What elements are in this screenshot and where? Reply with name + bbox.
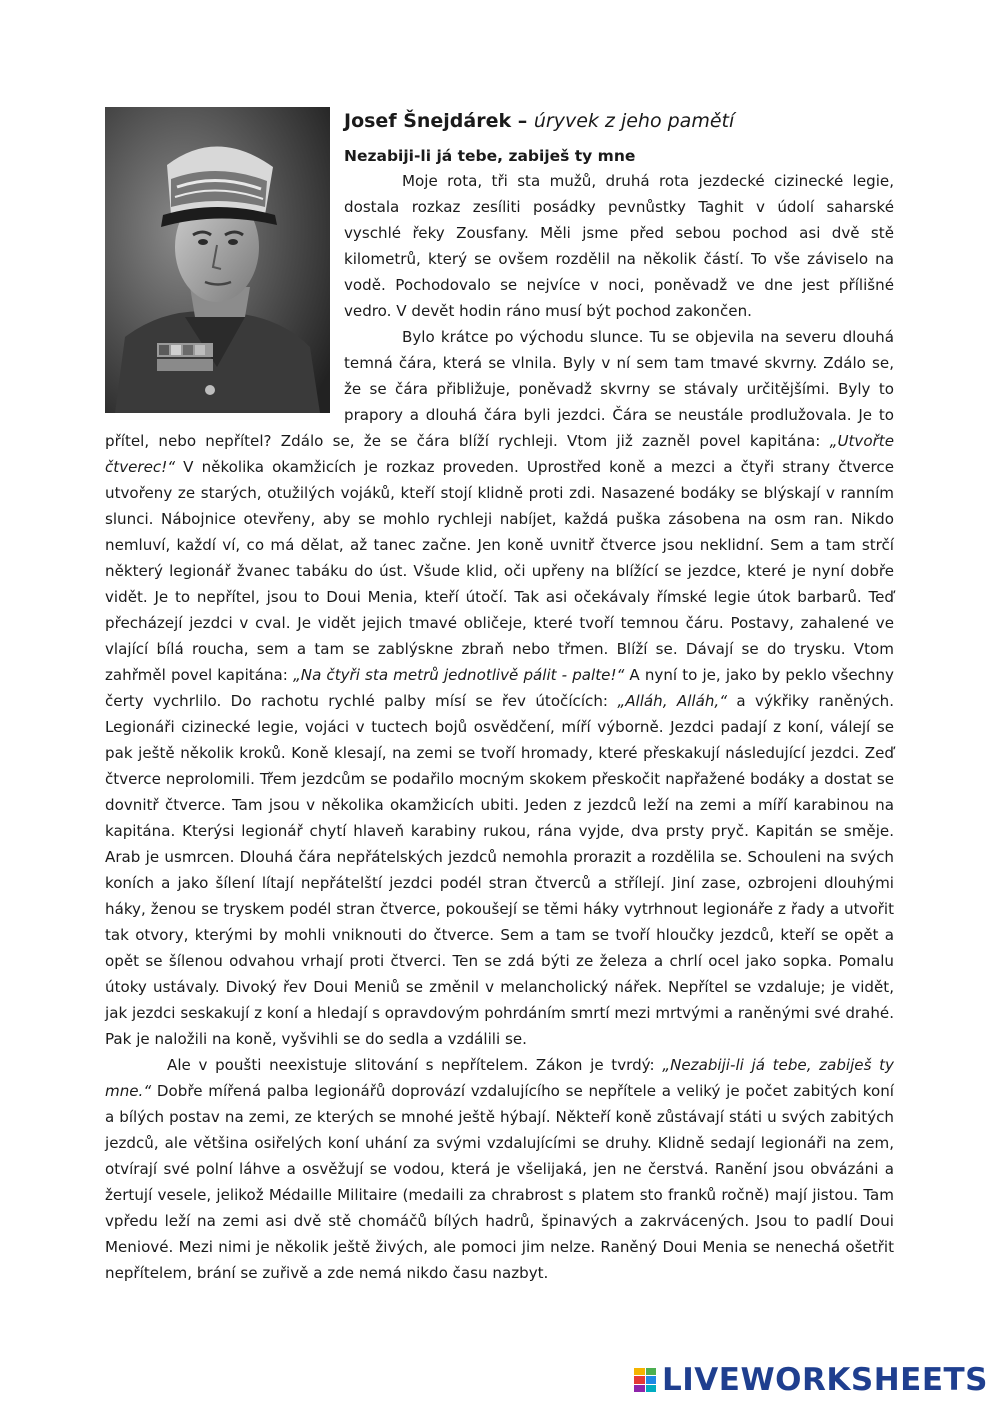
paragraph-2-quote-1: „Utvořte čtverec!“	[105, 432, 894, 476]
title-subtitle: úryvek z jeho pamětí	[533, 110, 735, 132]
document-body	[105, 102, 894, 1286]
paragraph-3-quote-1: „Nezabiji-li já tebe, zabiješ ty mne.“	[105, 1056, 894, 1100]
paragraph-2	[105, 324, 894, 1052]
paragraph-2-text-b: V několika okamžicích je rozkaz proveden. Uprostřed koně a mezci a čtyři strany čtverce utvořeny ze starých, otužilých vojáků, kteří stojí klidně proti zdi. Nasazené bodáky se blýskají v ranním slunci. Nábojnice otevřeny, aby se mohlo rychleji nabíjet, každá puška zásobena na osm ran. Nikdo nemluví, každí ví, co má dělat, až tanec začne. Jen koně uvnitř čtverce jsou neklidní. Sem a tam strčí některý legionář žvanec tabáku do úst. Všude klid, oči upřeny na blížící se jezdce, které je nyní dobře vidět. Je to nepřítel, jsou to Doui Menia, kteří útočí. Tak asi očekávaly římské legie útok barbarů. Teď přecházejí jezdci v cval. Je vidět jejich tmavé obličeje, které tvoří temnou čáru. Postavy, zahalené ve vlající bílá roucha, sem a tam se zablýskne zbraň nebo třmen. Blíží se. Dávají se do trysku. Vtom zahřměl povel kapitána:	[105, 458, 894, 684]
title-dash: –	[511, 110, 534, 132]
liveworksheets-logo-icon	[634, 1368, 656, 1392]
section-title: Nezabiji-li já tebe, zabiješ ty mne	[344, 147, 636, 165]
paragraph-2-quote-3: „Alláh, Alláh,“	[617, 692, 728, 710]
paragraph-3	[105, 1052, 894, 1286]
paragraph-3-text-b: Dobře mířená palba legionářů doprovází vzdalujícího se nepřítele a veliký je počet zabitých koní a bílých postav na zemi, ze kterých se mnohé ještě hýbají. Někteří koně zůstávají státi u svých zabitých jezdců, ale většina osiřelých koní uhání za svými vzdalujícími se druhy. Klidně sedají legionáři na zem, otvírají své polní láhve a osvěžují se vodou, která je všelijaká, jen ne čerstvá. Ranění jsou obvázáni a žertují vesele, jelikož Médaille Militaire (medaili za chrabrost s platem sto franků ročně) mají jistou. Tam vpředu leží na zemi asi dvě stě chomáčů bílých hadrů, špinavých a zakrvácených. Jsou to padlí Doui Meniové. Mezi nimi je několik ještě živých, ale pomoci jim nelze. Raněný Doui Menia se nenechá ošetřit nepřítelem, brání se zuřivě a zde nemá nikdo času nazbyt.	[105, 1082, 894, 1282]
paragraph-2-quote-2: „Na čtyři sta metrů jednotlivě pálit - palte!“	[292, 666, 625, 684]
paragraph-2-text-d: a výkřiky raněných. Legionáři cizinecké legie, vojáci v tuctech bojů osvědčení, míří výborně. Jezdci padají z koní, válejí se pak ještě několik kroků. Koně klesají, na zemi se tvoří hromady, které přeskakují následující jezdci. Zeď čtverce neprolomili. Třem jezdcům se podařilo mocným skokem přeskočit napřažené bodáky a dostat se dovnitř čtverce. Tam jsou v několika okamžicích ubiti. Jeden z jezdců leží na zemi a míří karabinou na kapitána. Kterýsi legionář chytí hlaveň karabiny rukou, rána vyjde, dva prsty pryč. Kapitán se směje. Arab je usmrcen. Dlouhá čára nepřátelských jezdců nemohla prorazit a rozdělila se. Schouleni na svých koních a jako šílení lítají nepřátelští jezdci podél stran čtverců a střílejí. Jiní zase, ozbrojeni dlouhými háky, ženou se tryskem podél stran čtverce, pokoušejí se těmi háky vytrhnout legionáře z řady a utvořit tak otvory, kterými by mohli vniknouti do čtverce. Sem a tam se tvoří hloučky jezdců, kteří se opět a opět se šílenou odvahou vrhají proti čtverci. Ten se zdá býti ze železa a chrlí ocel jako sopka. Pomalu útoky ustávaly. Divoký řev Doui Meniů se změnil v melancholický nářek. Nepřítel se vzdaluje; je vidět, jak jezdci seskakují z koní a hledají s opravdovým pohrdáním smrtí mezi mrtvými a raněnými své drahé. Pak je naložili na koně, vyšvihli se do sedla a vzdálili se.	[105, 692, 895, 1048]
author-name: Josef Šnejdárek	[344, 110, 512, 132]
paragraph-2-text-c: A nyní to je, jako by peklo všechny čerty vychrlilo. Do rachotu rychlé palby mísí se řev útočících:	[105, 666, 894, 710]
liveworksheets-logo	[634, 1362, 988, 1398]
portrait-photo	[105, 107, 330, 413]
paragraph-1: Moje rota, tři sta mužů, druhá rota jezdecké cizinecké legie, dostala rozkaz zesíliti posádky pevnůstky Taghit v údolí saharské vyschlé řeky Zousfany. Měli jsme před sebou pochod asi dvě stě kilometrů, který se ovšem rozdělil na několik částí. To vše záviselo na vodě. Pochodovalo se nejvíce v noci, poněvadž ve dne jest přílišné vedro. V devět hodin ráno musí být pochod zakončen.	[344, 172, 894, 320]
paragraph-3-text-a: Ale v poušti neexistuje slitování s nepřítelem. Zákon je tvrdý:	[167, 1056, 663, 1074]
liveworksheets-logo-text: LIVEWORKSHEETS	[662, 1362, 988, 1398]
paragraph-2-text-a: Bylo krátce po východu slunce. Tu se objevila na severu dlouhá temná čára, která se vlnila. Byly v ní sem tam tmavé skvrny. Zdálo se, že se čára přibližuje, poněvadž skvrny se stávaly určitějšími. Byly to prapory a dlouhá čára byli jezdci. Čára se neustále prodlužovala. Je to přítel, nebo nepřítel? Zdálo se, že se čára blíží rychleji. Vtom již zazněl povel kapitána:	[105, 328, 894, 450]
